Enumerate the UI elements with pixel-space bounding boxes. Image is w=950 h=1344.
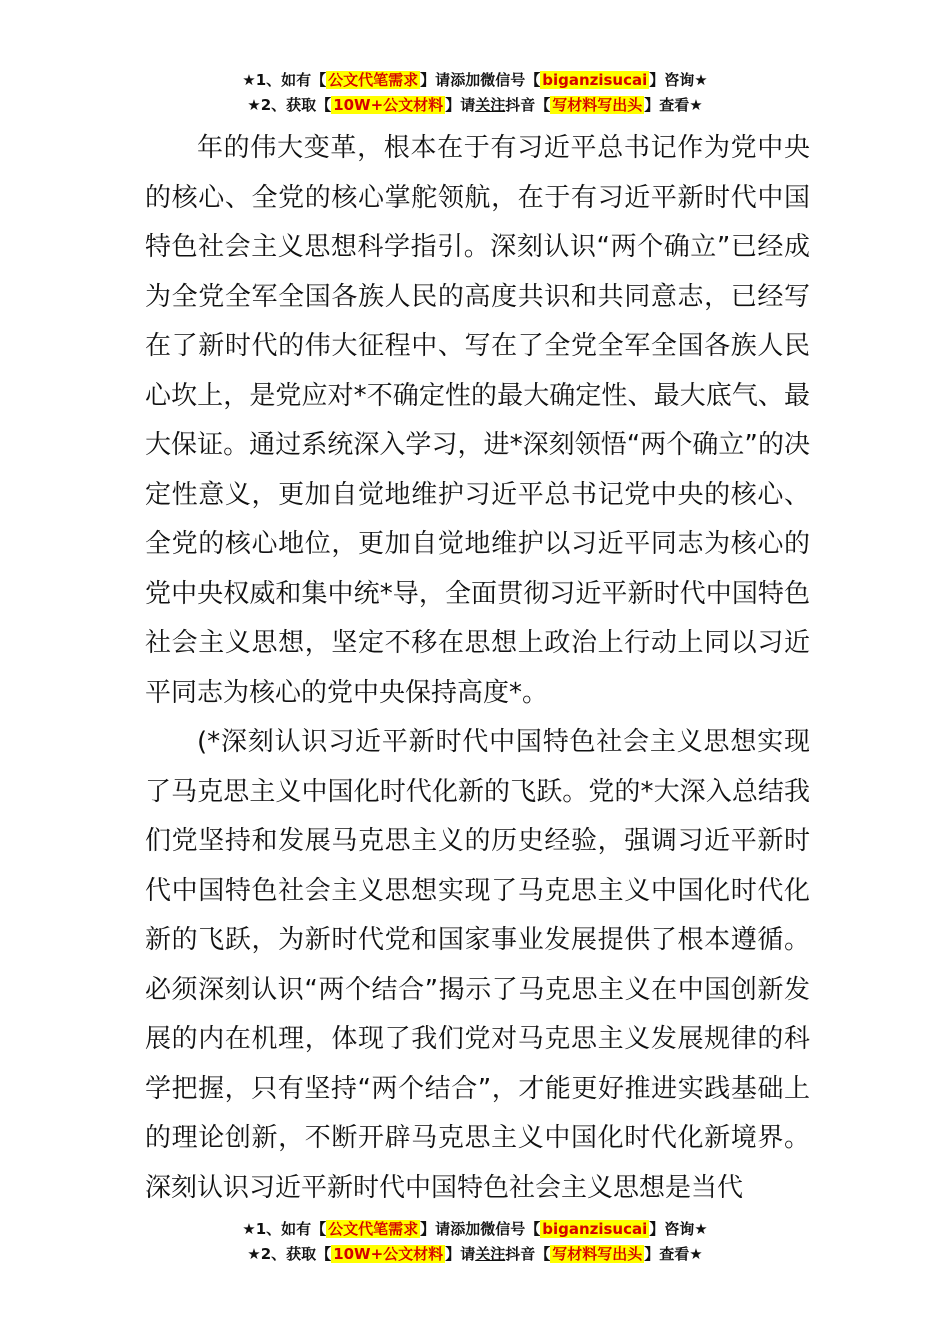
paragraph-1: 年的伟大变革，根本在于有习近平总书记作为党中央的核心、全党的核心掌舵领航，在于有习近平新时代中国特色社会主义思想科学指引。深刻认识“两个确立”已经成为全党全军全国各族人民的高度共识和共同意志，已经写在了新时代的伟大征程中、写在了全党全军全国各族人民心坎上，是党应对*不确定性的最大确定性、最大底气、最大保证。通过系统深入学习，进*深刻领悟“两个确立”的决定性意义，更加自觉地维护习近平总书记党中央的核心、全党的核心地位，更加自觉地维护以习近平同志为核心的党中央权威和集中统*导，全面贯彻习近平新时代中国特色社会主义思想，坚定不移在思想上政治上行动上同以习近平同志为核心的党中央保持高度*。 [145, 133, 810, 708]
banner-line-1 [0, 68, 950, 93]
footer-line-2-mid2: 抖音【 [505, 1245, 551, 1263]
footer-line-2 [0, 1242, 950, 1267]
footer-highlight-materials: 10W+公文材料 [333, 1245, 444, 1263]
footer-line-1-mid: 】请 [420, 1220, 451, 1238]
footer-emphasis-follow: 关注 [475, 1245, 506, 1263]
banner-line-2 [0, 93, 950, 118]
banner-line-2-suffix: 】查看★ [644, 96, 703, 114]
footer-line-1-mid2: 微信号【 [480, 1220, 541, 1238]
footer-banner [0, 1217, 950, 1267]
banner-highlight-service: 公文代笔需求 [328, 71, 419, 89]
banner-line-1-mid2: 微信号【 [480, 71, 541, 89]
banner-line-1-suffix: 】咨询★ [649, 71, 708, 89]
footer-emphasis-add: 添加 [450, 1220, 481, 1238]
footer-line-2-prefix: ★2、获取【 [247, 1245, 332, 1263]
footer-line-1-suffix: 】咨询★ [649, 1220, 708, 1238]
footer-line-2-suffix: 】查看★ [644, 1245, 703, 1263]
footer-line-2-mid: 】请 [445, 1245, 476, 1263]
footer-line-1 [0, 1217, 950, 1242]
banner-line-2-mid2: 抖音【 [505, 96, 551, 114]
header-banner [0, 68, 950, 118]
banner-highlight-account: 写材料写出头 [552, 96, 643, 114]
paragraph-2: (*深刻认识习近平新时代中国特色社会主义思想实现了马克思主义中国化时代化新的飞跃。党的*大深入总结我们党坚持和发展马克思主义的历史经验，强调习近平新时代中国特色社会主义思想实现了马克思主义中国化时代化新的飞跃，为新时代党和国家事业发展提供了根本遵循。必须深刻认识“两个结合”揭示了马克思主义在中国创新发展的内在机理，体现了我们党对马克思主义发展规律的科学把握，只有坚持“两个结合”，才能更好推进实践基础上的理论创新，不断开辟马克思主义中国化时代化新境界。深刻认识习近平新时代中国特色社会主义思想是当代 [145, 727, 810, 1203]
banner-emphasis-add: 添加 [450, 71, 481, 89]
footer-highlight-wechat-id: biganzisucai [542, 1220, 648, 1238]
banner-highlight-materials: 10W+公文材料 [333, 96, 444, 114]
banner-line-2-prefix: ★2、获取【 [247, 96, 332, 114]
footer-line-1-prefix: ★1、如有【 [242, 1220, 327, 1238]
banner-line-1-prefix: ★1、如有【 [242, 71, 327, 89]
banner-emphasis-follow: 关注 [475, 96, 506, 114]
footer-highlight-account: 写材料写出头 [552, 1245, 643, 1263]
banner-line-2-mid: 】请 [445, 96, 476, 114]
banner-line-1-mid: 】请 [420, 71, 451, 89]
banner-highlight-wechat-id: biganzisucai [542, 71, 648, 89]
document-body [145, 124, 810, 1213]
footer-highlight-service: 公文代笔需求 [328, 1220, 419, 1238]
